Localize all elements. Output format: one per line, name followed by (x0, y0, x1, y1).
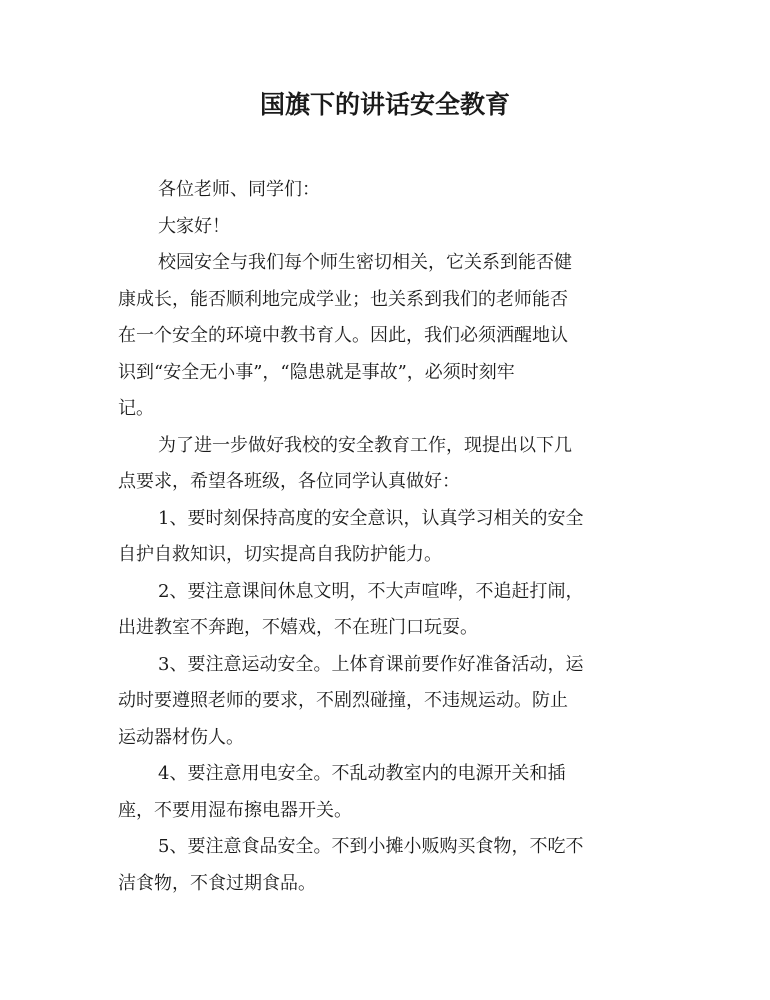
paragraph-line: 康成长，能否顺利地完成学业；也关系到我们的老师能否 (118, 288, 568, 310)
paragraph-line: 校园安全与我们每个师生密切相关，它关系到能否健 (158, 252, 572, 273)
requirement-line: 运动器材伤人。 (118, 726, 244, 748)
paragraph-line: 点要求，希望各班级，各位同学认真做好： (118, 471, 460, 492)
document-body (118, 172, 650, 902)
greeting-line: 各位老师、同学们： (158, 179, 320, 200)
requirement-line: 动时要遵照老师的要求，不剧烈碰撞，不违规运动。防止 (118, 690, 568, 711)
requirement-line: 座，不要用湿布擦电器开关。 (118, 799, 352, 821)
requirement-line: 3、要注意运动安全。上体育课前要作好准备活动，运 (158, 653, 584, 675)
requirement-line: 2、要注意课间休息文明，不大声喧哗，不追赶打闹， (158, 580, 584, 602)
requirement-line: 1、要时刻保持高度的安全意识，认真学习相关的安全 (158, 507, 584, 529)
paragraph-line: 记。 (118, 398, 154, 419)
greeting-line: 大家好！ (158, 215, 230, 237)
requirement-line: 自护自救知识，切实提高自我防护能力。 (118, 544, 442, 565)
paragraph-line: 识到“安全无小事”，“隐患就是事故”，必须时刻牢 (118, 361, 515, 383)
paragraph-line: 为了进一步做好我校的安全教育工作，现提出以下几 (158, 434, 572, 456)
requirement-line: 出进教室不奔跑，不嬉戏，不在班门口玩耍。 (118, 617, 478, 638)
document-title: 国旗下的讲话安全教育 (259, 90, 510, 119)
requirement-line: 洁食物，不食过期食品。 (118, 872, 316, 894)
requirement-line: 4、要注意用电安全。不乱动教室内的电源开关和插 (158, 763, 566, 784)
requirement-line: 5、要注意食品安全。不到小摊小贩购买食物，不吃不 (158, 836, 584, 857)
paragraph-line: 在一个安全的环境中教书育人。因此，我们必须洒醒地认 (118, 325, 568, 346)
